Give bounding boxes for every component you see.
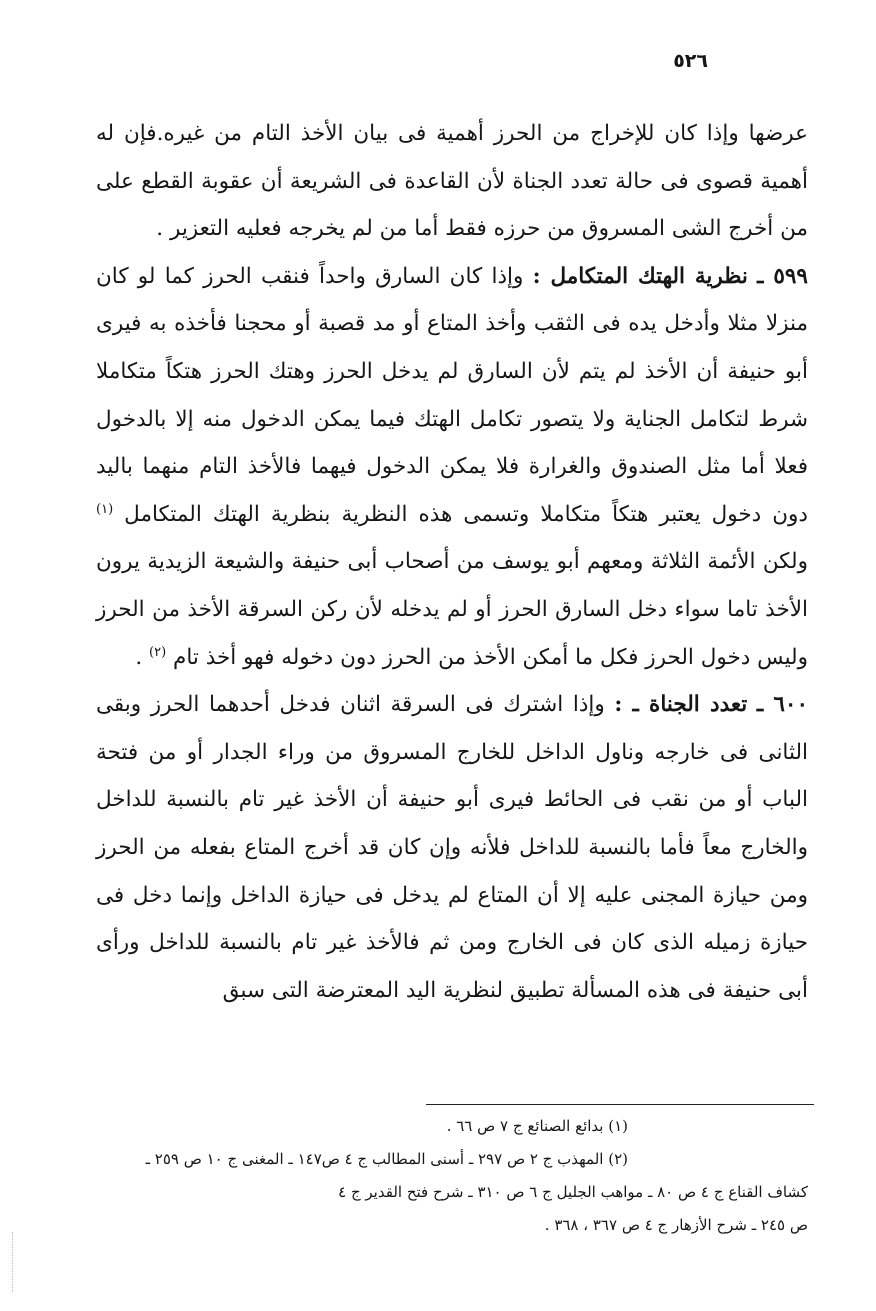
section-title-600: تعدد الجناة ـ : [614, 692, 748, 718]
main-text [96, 110, 808, 1014]
paragraph-599-end: . [135, 644, 143, 670]
section-number-600: ٦٠٠ ـ [756, 692, 808, 718]
footnote-2-line-1: (٢) المهذب ج ٢ ص ٢٩٧ ـ أسنى المطالب ج ٤ ص١٤٧ ـ المغنى ج ١٠ ص ٢٥٩ ـ [145, 1150, 628, 1168]
footnote-2-line-2: كشاف القناع ج ٤ ص ٨٠ ـ مواهب الجليل ج ٦ ص ٣١٠ ـ شرح فتح القدير ج ٤ [338, 1183, 808, 1201]
footnotes [96, 1110, 808, 1242]
footnote-divider [426, 1104, 814, 1105]
scan-margin-mark [12, 1232, 14, 1292]
paragraph-599-text-b: ولكن الأئمة الثلاثة ومعهم أبو يوسف من أصحاب أبى حنيفة والشيعة الزيدية يرون الأخذ تاما سواء دخل السارق الحرز أو لم يدخله لأن ركن السرقة الأخذ من الحرز وليس دخول الحرز فكل ما أمكن الأخذ من الحرز دون دخوله فهو أخذ تام [96, 549, 808, 670]
paragraph-600-text: وإذا اشترك فى السرقة اثنان فدخل أحدهما الحرز وبقى الثانى فى خارجه وناول الداخل للخارج المسروق من وراء الجدار أو من فتحة الباب أو من نقب فى الحائط فيرى أبو حنيفة أن الأخذ غير تام بالنسبة للداخل والخارج معاً فأما بالنسبة للداخل فلأنه وإن كان قد أخرج المتاع بفعله من الحرز ومن حيازة المجنى عليه إلا أن المتاع لم يدخل فى حيازة الداخل وإنما دخل فى حيازة زميله الذى كان فى الخارج ومن ثم فالأخذ غير تام بالنسبة للداخل ورأى أبى حنيفة فى هذه المسألة تطبيق لنظرية اليد المعترضة التى سبق [96, 692, 808, 1003]
page-number: ٥٢٦ [673, 50, 708, 72]
paragraph-1: عرضها وإذا كان للإخراج من الحرز أهمية فى بيان الأخذ التام من غيره.فإن له أهمية قصوى فى حالة تعدد الجناة لأن القاعدة فى الشريعة أن عقوبة القطع على من أخرج الشى المسروق من حرزه فقط أما من لم يخرجه فعليه التعزير . [96, 121, 808, 242]
section-title-599: نظرية الهتك المتكامل : [532, 263, 748, 289]
footnote-2-line-3: ص ٢٤٥ ـ شرح الأزهار ج ٤ ص ٣٦٧ ، ٣٦٨ . [544, 1216, 808, 1234]
section-number-599: ٥٩٩ ـ [757, 263, 808, 289]
footnote-1: (١) بدائع الصنائع ج ٧ ص ٦٦ . [446, 1117, 628, 1135]
paragraph-600 [96, 681, 808, 1014]
paragraph-599-text-a: وإذا كان السارق واحداً فنقب الحرز كما لو كان منزلا مثلا وأدخل يده فى الثقب وأخذ المتاع أو مد قصبة أو محجنا فأخذه به فيرى أبو حنيفة أن الأخذ لم يتم لأن السارق لم يدخل الحرز وهتك الحرز هتكاً متكاملا شرط لتكامل الجناية ولا يتصور تكامل الهتك فيما يمكن الدخول منه إلا بالدخول فعلا أما مثل الصندوق والغرارة فلا يمكن الدخول فيهما فالأخذ التام منهما باليد دون دخول يعتبر هتكاً متكاملا وتسمى هذه النظرية بنظرية الهتك المتكامل [96, 263, 808, 527]
footnote-ref-1: (١) [96, 501, 114, 517]
footnote-ref-2: (٢) [149, 644, 167, 660]
paragraph-599 [96, 253, 808, 681]
